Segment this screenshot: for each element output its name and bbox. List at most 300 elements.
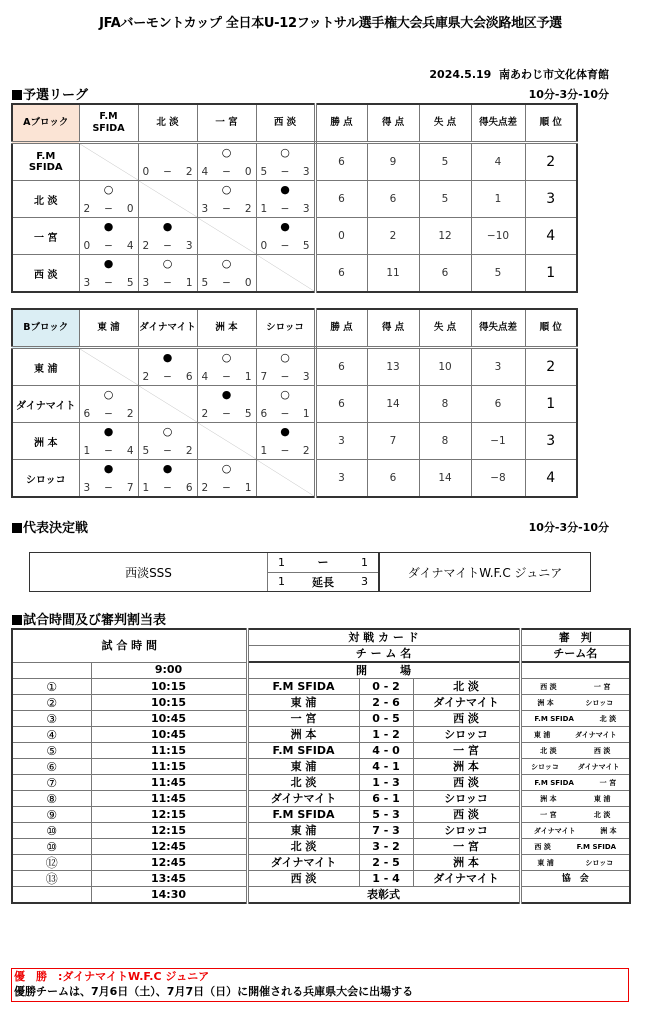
standings-row xyxy=(12,218,577,255)
square-bullet-icon xyxy=(12,523,22,533)
match-result-cell xyxy=(79,386,138,423)
goals-conceded: 8 xyxy=(419,423,471,460)
score-separator: − xyxy=(222,482,231,494)
match-score xyxy=(261,240,310,252)
referee-teams xyxy=(520,775,630,791)
square-bullet-icon xyxy=(12,90,22,100)
match-result-cell xyxy=(197,255,256,293)
match-result-cell xyxy=(138,218,197,255)
self-match-cell xyxy=(256,255,315,293)
match-number: ⑨ xyxy=(12,807,91,823)
date-venue xyxy=(429,66,609,82)
referee-team: 東 浦 xyxy=(533,730,551,739)
referee-list xyxy=(522,840,630,854)
referee-list xyxy=(522,792,630,806)
match-score xyxy=(261,166,310,178)
match-result-cell xyxy=(256,143,315,181)
match-score: 0 - 2 xyxy=(359,679,413,695)
referee-team: ダイナマイト xyxy=(533,826,576,835)
match-number: ⑤ xyxy=(12,743,91,759)
match-score: 1 - 4 xyxy=(359,871,413,887)
match-result-cell xyxy=(197,386,256,423)
goals-against: 1 xyxy=(302,408,310,420)
goals-for: 2 xyxy=(201,408,209,420)
diagonal-line xyxy=(257,460,314,496)
referee-team: 北 淡 xyxy=(599,714,617,723)
closing-time: 14:30 xyxy=(91,887,247,904)
goals-scored: 9 xyxy=(367,143,419,181)
referee-team: シロッコ xyxy=(585,698,614,707)
referee-list xyxy=(522,776,630,790)
final-team-1: 西淡SSS xyxy=(30,553,268,591)
event-date: 2024.5.19 xyxy=(429,68,492,81)
match-score: 1 - 3 xyxy=(359,775,413,791)
referee-teams xyxy=(520,759,630,775)
match-result-cell xyxy=(256,386,315,423)
loss-mark-icon: ● xyxy=(103,257,114,270)
self-match-cell xyxy=(138,181,197,218)
match-result-cell xyxy=(197,181,256,218)
page-title: JFAバーモントカップ 全日本U-12フットサル選手権大会兵庫県大会淡路地区予選 xyxy=(99,16,562,31)
referee-team: F.M SFIDA xyxy=(534,778,574,787)
home-team: 東 浦 xyxy=(247,823,359,839)
goals-for: 1 xyxy=(83,445,91,457)
points: 6 xyxy=(315,181,367,218)
goals-against: 1 xyxy=(244,482,252,494)
column-team-header: 一 宮 xyxy=(197,104,256,143)
points: 3 xyxy=(315,460,367,498)
score-separator: − xyxy=(280,445,290,457)
win-mark-icon: ○ xyxy=(221,257,232,270)
diagonal-line xyxy=(80,144,138,180)
match-row xyxy=(12,759,630,775)
champion-note: 優勝チームは、7月6日（土）、7月7日（日）に開催される兵庫県大会に出場する xyxy=(14,985,414,998)
referee-teams xyxy=(520,839,630,855)
match-row xyxy=(12,791,630,807)
diagonal-line xyxy=(198,423,256,459)
stat-header: 得失点差 xyxy=(471,104,525,143)
champion-notice xyxy=(11,968,629,1002)
referee-teams xyxy=(520,679,630,695)
score-separator: − xyxy=(222,277,231,289)
loss-mark-icon: ● xyxy=(221,388,232,401)
match-result-cell xyxy=(256,423,315,460)
referee-team: F.M SFIDA xyxy=(534,714,574,723)
referee-team: シロッコ xyxy=(585,858,614,867)
header-team-name: チ ー ム 名 xyxy=(247,646,520,663)
match-row xyxy=(12,711,630,727)
referee-team: ダイナマイト xyxy=(577,762,620,771)
match-result-cell xyxy=(138,348,197,386)
match-score xyxy=(261,445,310,457)
referee-list xyxy=(522,856,630,870)
league-section-title: 予選リーグ xyxy=(12,84,88,103)
referee-team: 協 会 xyxy=(561,873,589,884)
goal-difference: 4 xyxy=(471,143,525,181)
column-team-header: F.M SFIDA xyxy=(79,104,138,143)
block-name: Bブロック xyxy=(12,309,79,348)
home-team: F.M SFIDA xyxy=(247,679,359,695)
referee-team: 北 淡 xyxy=(540,746,557,755)
goals-for: 3 xyxy=(83,482,91,494)
score-separator: − xyxy=(104,408,113,420)
referee-team: 西 淡 xyxy=(534,842,551,851)
referee-list xyxy=(522,728,630,742)
match-score: 1 - 2 xyxy=(359,727,413,743)
goals-for: 0 xyxy=(260,240,268,252)
goals-for: 1 xyxy=(260,445,268,457)
points: 6 xyxy=(315,143,367,181)
header-referee: 審 判 xyxy=(520,629,630,646)
match-score: 6 - 1 xyxy=(359,791,413,807)
stat-header: 得失点差 xyxy=(471,309,525,348)
goal-difference: 5 xyxy=(471,255,525,293)
opening-ref xyxy=(520,662,630,679)
home-team: 西 淡 xyxy=(247,871,359,887)
score-separator: − xyxy=(163,482,172,494)
stat-header: 得 点 xyxy=(367,309,419,348)
referee-team: 一 宮 xyxy=(593,682,611,691)
referee-teams xyxy=(520,855,630,871)
diagonal-line xyxy=(198,218,256,254)
closing-row xyxy=(12,887,630,904)
referee-team: 一 宮 xyxy=(599,778,617,787)
match-score xyxy=(202,203,252,215)
event-venue: 南あわじ市文化体育館 xyxy=(499,68,609,81)
score-separator: − xyxy=(104,203,113,215)
block-a-table xyxy=(11,103,578,293)
match-row xyxy=(12,839,630,855)
goals-for: 6 xyxy=(260,408,268,420)
score-separator: − xyxy=(104,482,113,494)
match-time: 12:45 xyxy=(91,839,247,855)
win-mark-icon: ○ xyxy=(221,146,232,159)
goal-difference: −10 xyxy=(471,218,525,255)
match-number: ⑩ xyxy=(12,823,91,839)
standings-row xyxy=(12,181,577,218)
referee-list xyxy=(522,808,630,822)
column-team-header: 西 淡 xyxy=(256,104,315,143)
points: 3 xyxy=(315,423,367,460)
goals-for: 5 xyxy=(142,445,150,457)
goals-against: 1 xyxy=(185,277,193,289)
score-separator: − xyxy=(222,203,231,215)
away-team: ダイナマイト xyxy=(413,695,520,711)
block-name: Aブロック xyxy=(12,104,79,143)
goals-scored: 14 xyxy=(367,386,419,423)
stat-header: 順 位 xyxy=(525,104,577,143)
rank: 4 xyxy=(525,218,577,255)
referee-team: 洲 本 xyxy=(540,794,557,803)
match-time: 10:15 xyxy=(91,695,247,711)
match-result-cell xyxy=(138,143,197,181)
goals-scored: 11 xyxy=(367,255,419,293)
referee-team: 東 浦 xyxy=(537,858,554,867)
match-result-cell xyxy=(79,255,138,293)
stat-header: 勝 点 xyxy=(315,104,367,143)
match-score: 7 - 3 xyxy=(359,823,413,839)
goals-conceded: 6 xyxy=(419,255,471,293)
header-match-time: 試 合 時 間 xyxy=(12,629,247,662)
loss-mark-icon: ● xyxy=(162,462,173,475)
points: 6 xyxy=(315,348,367,386)
goals-against: 4 xyxy=(126,240,134,252)
match-number: ⑬ xyxy=(12,871,91,887)
goals-against: 3 xyxy=(302,166,310,178)
score-separator: − xyxy=(280,240,290,252)
column-team-header: ダイナマイト xyxy=(138,309,197,348)
home-team: 東 浦 xyxy=(247,695,359,711)
goals-for: 3 xyxy=(142,277,150,289)
away-team: シロッコ xyxy=(413,727,520,743)
goals-conceded: 12 xyxy=(419,218,471,255)
goals-for: 2 xyxy=(142,371,150,383)
goals-for: 3 xyxy=(83,277,91,289)
match-result-cell xyxy=(256,218,315,255)
referee-team: 一 宮 xyxy=(540,810,557,819)
match-score xyxy=(84,482,134,494)
away-team: シロッコ xyxy=(413,823,520,839)
match-score xyxy=(84,408,134,420)
stat-header: 失 点 xyxy=(419,104,471,143)
match-result-cell xyxy=(79,460,138,498)
referee-team: 西 淡 xyxy=(540,682,557,691)
home-team: 北 淡 xyxy=(247,839,359,855)
match-row xyxy=(12,727,630,743)
goals-for: 2 xyxy=(201,482,209,494)
match-score xyxy=(84,203,134,215)
match-number: ⑥ xyxy=(12,759,91,775)
match-result-cell xyxy=(256,181,315,218)
final-match xyxy=(29,552,591,592)
match-score xyxy=(202,166,252,178)
score-separator: − xyxy=(280,408,290,420)
self-match-cell xyxy=(79,348,138,386)
match-score xyxy=(202,408,252,420)
score-separator: − xyxy=(163,445,172,457)
win-mark-icon: ○ xyxy=(221,351,232,364)
match-score xyxy=(261,408,310,420)
row-team-name xyxy=(12,386,79,423)
score-separator: − xyxy=(163,371,172,383)
champion-line: 優 勝 :ダイナマイトW.F.C ジュニア xyxy=(14,970,210,983)
match-result-cell xyxy=(138,460,197,498)
row-team-name xyxy=(12,255,79,293)
closing-ref xyxy=(520,887,630,904)
final-team-2: ダイナマイトW.F.C ジュニア xyxy=(407,565,563,580)
self-match-cell xyxy=(138,386,197,423)
referee-list xyxy=(522,744,630,758)
loss-mark-icon: ● xyxy=(103,425,114,438)
team-name: 東 浦 xyxy=(34,363,58,375)
match-score xyxy=(84,445,134,457)
goals-against: 2 xyxy=(302,445,310,457)
match-score: 2 - 6 xyxy=(359,695,413,711)
away-team: ダイナマイト xyxy=(413,871,520,887)
home-team: ダイナマイト xyxy=(247,791,359,807)
goals-against: 4 xyxy=(126,445,134,457)
column-team-header: 洲 本 xyxy=(197,309,256,348)
goals-against: 0 xyxy=(244,277,252,289)
match-score xyxy=(84,240,134,252)
goals-against: 3 xyxy=(185,240,193,252)
final-score xyxy=(268,553,380,591)
standings-row xyxy=(12,143,577,181)
match-row xyxy=(12,679,630,695)
match-result-cell xyxy=(79,218,138,255)
match-score xyxy=(261,371,310,383)
goals-for: 5 xyxy=(201,277,209,289)
away-team: 一 宮 xyxy=(413,743,520,759)
match-time: 11:15 xyxy=(91,743,247,759)
match-result-cell xyxy=(79,423,138,460)
rank: 3 xyxy=(525,423,577,460)
match-score xyxy=(143,445,193,457)
team-name: 洲 本 xyxy=(34,437,58,449)
win-mark-icon: ○ xyxy=(221,462,232,475)
goals-against: 5 xyxy=(302,240,310,252)
goals-for: 3 xyxy=(201,203,209,215)
goals-for: 0 xyxy=(142,166,150,178)
match-row xyxy=(12,871,630,887)
goals-conceded: 5 xyxy=(419,181,471,218)
header-match-card: 対 戦 カ ー ド xyxy=(247,629,520,646)
match-result-cell xyxy=(197,460,256,498)
match-score: 3 - 2 xyxy=(359,839,413,855)
goals-against: 1 xyxy=(244,371,252,383)
home-team: F.M SFIDA xyxy=(247,807,359,823)
goals-for: 1 xyxy=(142,482,150,494)
referee-teams xyxy=(520,711,630,727)
away-team: 一 宮 xyxy=(413,839,520,855)
row-team-name xyxy=(12,218,79,255)
score-separator: − xyxy=(222,371,231,383)
team-name: 北 淡 xyxy=(34,195,58,207)
goals-against: 6 xyxy=(185,371,193,383)
goals-for: 4 xyxy=(201,371,209,383)
team-name: F.M SFIDA xyxy=(28,151,63,173)
goals-scored: 6 xyxy=(367,460,419,498)
diagonal-line xyxy=(139,386,197,422)
opening-time: 9:00 xyxy=(91,662,247,679)
goals-conceded: 14 xyxy=(419,460,471,498)
match-row xyxy=(12,807,630,823)
referee-teams xyxy=(520,743,630,759)
goals-against: 2 xyxy=(244,203,252,215)
home-team: 洲 本 xyxy=(247,727,359,743)
self-match-cell xyxy=(256,460,315,498)
match-score xyxy=(143,240,193,252)
referee-team: 洲 本 xyxy=(537,698,554,707)
block-b-table xyxy=(11,308,578,498)
match-score xyxy=(84,277,134,289)
final-regular-score: 1 ー 1 xyxy=(278,555,368,570)
score-separator: − xyxy=(222,408,231,420)
goals-against: 2 xyxy=(185,445,193,457)
row-team-name xyxy=(12,143,79,181)
referee-team: F.M SFIDA xyxy=(576,842,617,851)
win-mark-icon: ○ xyxy=(103,183,114,196)
goals-against: 7 xyxy=(126,482,134,494)
away-team: 西 淡 xyxy=(413,807,520,823)
win-mark-icon: ○ xyxy=(162,257,173,270)
score-separator: − xyxy=(163,277,172,289)
win-mark-icon: ○ xyxy=(280,388,290,401)
match-row xyxy=(12,775,630,791)
goals-scored: 6 xyxy=(367,181,419,218)
goal-difference: 3 xyxy=(471,348,525,386)
header-referee-team: チーム名 xyxy=(520,646,630,663)
diagonal-line xyxy=(257,255,314,291)
match-result-cell xyxy=(197,348,256,386)
goals-for: 4 xyxy=(201,166,209,178)
final-extra-time-score: 1 延長 3 xyxy=(268,572,378,592)
goals-conceded: 5 xyxy=(419,143,471,181)
away-team: 洲 本 xyxy=(413,855,520,871)
goal-difference: 6 xyxy=(471,386,525,423)
match-score xyxy=(261,203,310,215)
opening-row xyxy=(12,662,630,679)
home-team: 一 宮 xyxy=(247,711,359,727)
opening-no xyxy=(12,662,91,679)
stat-header: 得 点 xyxy=(367,104,419,143)
away-team: 西 淡 xyxy=(413,775,520,791)
referee-team: 東 浦 xyxy=(593,794,611,803)
referee-list xyxy=(522,696,630,710)
match-time: 10:45 xyxy=(91,711,247,727)
column-team-header: 北 淡 xyxy=(138,104,197,143)
goals-against: 5 xyxy=(244,408,252,420)
match-number: ② xyxy=(12,695,91,711)
referee-list xyxy=(522,760,630,774)
goals-against: 5 xyxy=(126,277,134,289)
team-name: シロッコ xyxy=(25,474,66,486)
loss-mark-icon: ● xyxy=(280,183,290,196)
away-team: 西 淡 xyxy=(413,711,520,727)
goals-conceded: 10 xyxy=(419,348,471,386)
referee-teams xyxy=(520,727,630,743)
column-team-header: 東 浦 xyxy=(79,309,138,348)
match-score: 0 - 5 xyxy=(359,711,413,727)
match-number: ⑫ xyxy=(12,855,91,871)
goals-scored: 13 xyxy=(367,348,419,386)
match-score xyxy=(202,277,252,289)
goals-against: 2 xyxy=(126,408,134,420)
final-format: 10分-3分-10分 xyxy=(528,521,609,534)
match-time: 10:45 xyxy=(91,727,247,743)
match-score xyxy=(143,166,193,178)
win-mark-icon: ○ xyxy=(221,183,232,196)
referee-team: 北 淡 xyxy=(593,810,611,819)
self-match-cell xyxy=(197,423,256,460)
match-number: ⑩ xyxy=(12,839,91,855)
self-match-cell xyxy=(79,143,138,181)
goals-for: 2 xyxy=(83,203,91,215)
match-result-cell xyxy=(79,181,138,218)
schedule-section-title: 試合時間及び審判割当表 xyxy=(12,609,166,628)
score-separator: − xyxy=(163,166,172,178)
match-result-cell xyxy=(138,255,197,293)
diagonal-line xyxy=(80,349,138,385)
row-team-name xyxy=(12,348,79,386)
loss-mark-icon: ● xyxy=(103,462,114,475)
goals-for: 7 xyxy=(260,371,268,383)
win-mark-icon: ○ xyxy=(280,146,290,159)
goals-for: 6 xyxy=(83,408,91,420)
loss-mark-icon: ● xyxy=(103,220,114,233)
match-time: 11:45 xyxy=(91,775,247,791)
loss-mark-icon: ● xyxy=(280,425,290,438)
